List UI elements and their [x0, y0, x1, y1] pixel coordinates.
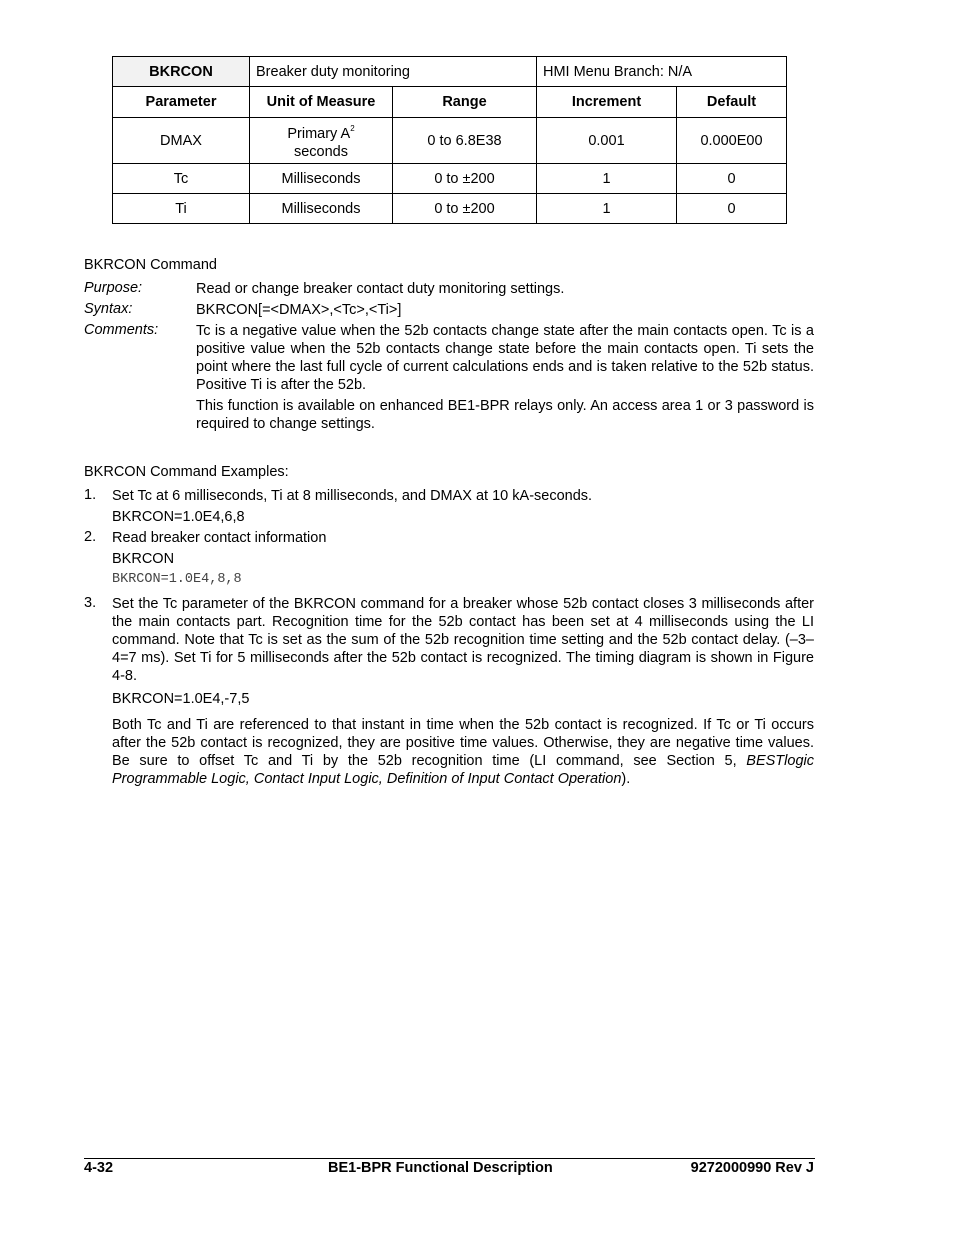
table-row: [113, 118, 787, 164]
unit-text: Primary A: [287, 126, 351, 142]
note-text: Both Tc and Ti are referenced to that instant in time when the 52b contact is recognized. If Tc or Ti occurs after the 52b contact is recognized, they are positive time values. Otherwise, they are negative time values. Be sure to offset Tc and Ti by the 52b recognition time (LI command, see Section 5,: [112, 717, 814, 769]
example-2-command: BKRCON: [112, 551, 175, 567]
comments-paragraph-2: This function is available on enhanced BE1-BPR relays only. An access area 1 or 3 password is required to change settings.: [196, 398, 814, 432]
hmi-branch-cell: HMI Menu Branch: N/A: [537, 57, 787, 87]
range-cell: 0 to ±200: [393, 164, 537, 194]
example-number: 1.: [84, 487, 97, 503]
unit-cell: Milliseconds: [250, 164, 393, 194]
param-cell: Tc: [113, 164, 250, 194]
footer-document-number: 9272000990 Rev J: [690, 1160, 814, 1176]
purpose-label: Purpose:: [84, 280, 143, 296]
example-3-note: [112, 716, 814, 788]
footer-title: BE1-BPR Functional Description: [328, 1160, 553, 1176]
comments-label: Comments:: [84, 322, 159, 338]
column-header-row: [113, 87, 787, 118]
footer-page-number: 4-32: [84, 1160, 114, 1176]
command-heading: BKRCON Command: [84, 257, 217, 273]
table-title-row: [113, 57, 787, 87]
syntax-text: BKRCON[=<DMAX>,<Tc>,<Ti>]: [196, 302, 402, 318]
note-text-end: ).: [621, 771, 631, 787]
example-1-command: BKRCON=1.0E4,6,8: [112, 509, 245, 525]
column-header: Parameter: [113, 87, 250, 118]
table-row: [113, 194, 787, 224]
unit-cell: [250, 118, 393, 164]
increment-cell: 1: [537, 194, 677, 224]
increment-cell: 0.001: [537, 118, 677, 164]
range-cell: 0 to 6.8E38: [393, 118, 537, 164]
default-cell: 0: [677, 194, 787, 224]
param-cell: Ti: [113, 194, 250, 224]
footer-divider: [84, 1158, 815, 1159]
example-2-response: BKRCON=1.0E4,8,8: [112, 572, 242, 587]
increment-cell: 1: [537, 164, 677, 194]
unit-text: seconds: [293, 144, 348, 160]
example-3-text: Set the Tc parameter of the BKRCON command for a breaker whose 52b contact closes 3 milliseconds after the main contacts part. Recognition time for the 52b contact has been set at 4 milliseconds using the LI command. Note that Tc is set as the sum of the 52b recognition time setting and the 52b contact delay. (–3–4=7 ms). Set Ti for 5 milliseconds after the 52b contact is recognized. The timing diagram is shown in Figure 4-8.: [112, 596, 814, 684]
param-cell: DMAX: [113, 118, 250, 164]
default-cell: 0: [677, 164, 787, 194]
column-header: Range: [393, 87, 537, 118]
example-2-text: Read breaker contact information: [112, 530, 327, 546]
example-number: 3.: [84, 595, 97, 611]
column-header: Increment: [537, 87, 677, 118]
column-header: Unit of Measure: [250, 87, 393, 118]
syntax-label: Syntax:: [84, 301, 133, 317]
purpose-text: Read or change breaker contact duty monitoring settings.: [196, 281, 565, 297]
examples-heading: BKRCON Command Examples:: [84, 464, 289, 480]
command-name-cell: BKRCON: [113, 57, 250, 87]
example-1-text: Set Tc at 6 milliseconds, Ti at 8 milliseconds, and DMAX at 10 kA-seconds.: [112, 488, 593, 504]
column-header: Default: [677, 87, 787, 118]
command-description-cell: Breaker duty monitoring: [250, 57, 537, 87]
range-cell: 0 to ±200: [393, 194, 537, 224]
default-cell: 0.000E00: [677, 118, 787, 164]
example-number: 2.: [84, 529, 97, 545]
table-row: [113, 164, 787, 194]
note-section-title: BESTlogic Programmable Logic, Contact Input Logic, Definition of Input Contact Operation: [112, 753, 814, 787]
example-3-command: BKRCON=1.0E4,-7,5: [112, 691, 250, 707]
unit-cell: Milliseconds: [250, 194, 393, 224]
comments-paragraph-1: Tc is a negative value when the 52b contacts change state after the main contacts open. Tc is a positive value when the 52b contacts change state before the main contacts open. Ti sets the point where the last full cycle of current calculations ends and is taken relative to the 52b status. Positive Ti is after the 52b.: [196, 323, 814, 393]
settings-table: [112, 56, 787, 224]
unit-superscript: 2: [350, 124, 355, 133]
